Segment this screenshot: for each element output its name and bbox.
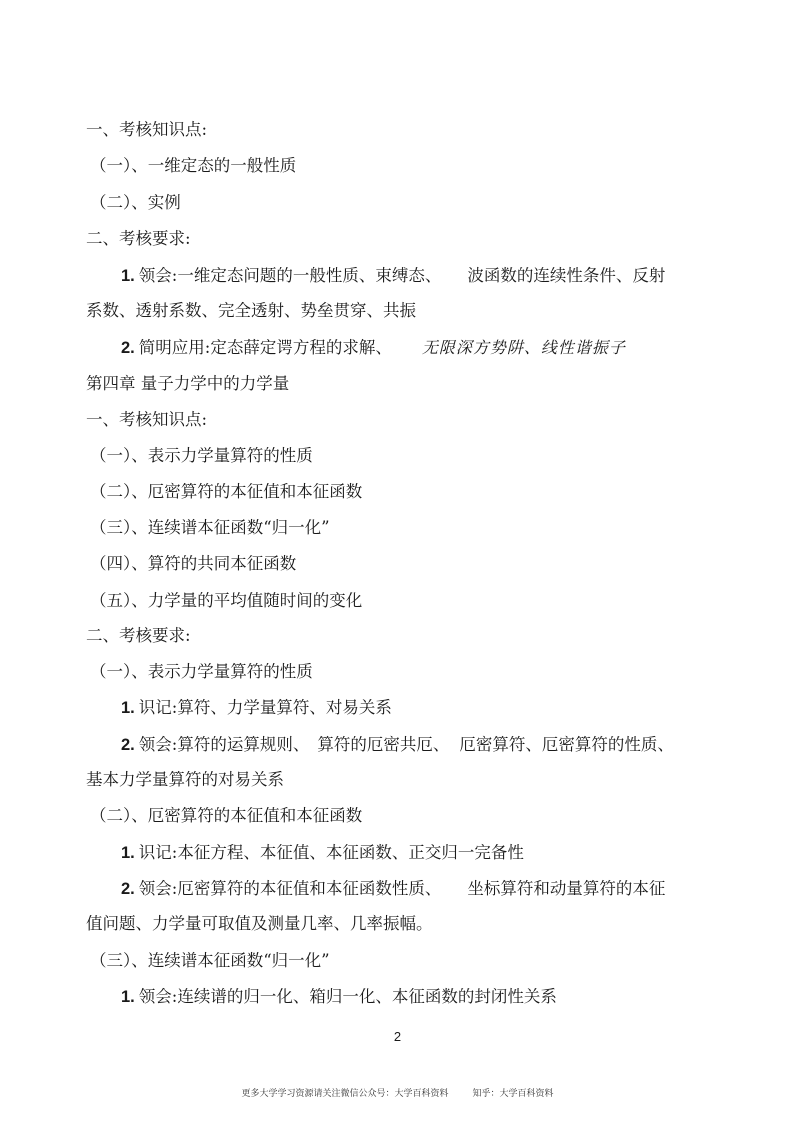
item-number: 1. (121, 267, 135, 285)
requirement-line (121, 841, 524, 865)
list-item: （四）、算符的共同本征函数 (90, 554, 297, 573)
text-segment: 领会:一维定态问题的一般性质、束缚态、 (138, 266, 442, 285)
text-segment: 算符的厄密共厄、 (317, 735, 450, 754)
requirement-line (121, 696, 392, 720)
requirement-line: 系数、透射系数、完全透射、势垒贯穿、共振 (86, 301, 416, 320)
heading-requirements: 二、考核要求: (86, 626, 191, 645)
requirement-line (121, 877, 665, 901)
footer (0, 1086, 795, 1099)
list-item: （三）、连续谱本征函数“归一化” (90, 951, 330, 970)
handwritten-text: 无限深方势阱、线性谐振子 (421, 338, 626, 357)
list-item: （三）、连续谱本征函数“归一化” (90, 518, 330, 537)
footer-right-text: 知乎：大学百科资料 (472, 1089, 554, 1099)
heading-knowledge-points: 一、考核知识点: (86, 120, 208, 139)
requirement-line (121, 336, 626, 360)
item-number: 1. (121, 988, 135, 1006)
list-item: （二）、厄密算符的本征值和本征函数 (90, 482, 363, 501)
text-segment: 领会:算符的运算规则、 (138, 735, 310, 754)
requirement-line (121, 985, 557, 1009)
item-number: 2. (121, 736, 135, 754)
footer-left-text: 更多大学学习资源请关注微信公众号：大学百科资料 (241, 1089, 449, 1099)
list-item: （二）、厄密算符的本征值和本征函数 (90, 806, 363, 825)
requirement-line (121, 264, 665, 288)
requirement-line: 值问题、力学量可取值及测量几率、几率振幅。 (86, 914, 433, 933)
heading-knowledge-points: 一、考核知识点: (86, 410, 208, 429)
list-item: （一）、表示力学量算符的性质 (90, 446, 313, 465)
item-number: 2. (121, 880, 135, 898)
list-item: （一）、一维定态的一般性质 (90, 156, 297, 175)
text-segment: 识记:算符、力学量算符、对易关系 (138, 698, 392, 717)
item-number: 2. (121, 339, 135, 357)
item-number: 1. (121, 699, 135, 717)
heading-requirements: 二、考核要求: (86, 229, 191, 248)
text-segment: 领会:连续谱的归一化、箱归一化、本征函数的封闭性关系 (138, 987, 557, 1006)
text-segment: 厄密算符、厄密算符的性质、 (459, 735, 674, 754)
page-number: 2 (393, 1029, 402, 1044)
text-segment: 波函数的连续性条件、反射 (467, 266, 666, 285)
text-segment: 识记:本征方程、本征值、本征函数、正交归一完备性 (138, 843, 524, 862)
requirement-line: 基本力学量算符的对易关系 (86, 770, 284, 789)
item-number: 1. (121, 844, 135, 862)
requirement-line (121, 733, 674, 757)
text-segment: 领会:厄密算符的本征值和本征函数性质、 (138, 879, 442, 898)
list-item: （二）、实例 (90, 193, 181, 212)
list-item: （一）、表示力学量算符的性质 (90, 662, 313, 681)
text-segment: 坐标算符和动量算符的本征 (467, 879, 666, 898)
list-item: （五）、力学量的平均值随时间的变化 (90, 591, 363, 610)
chapter-title: 第四章 量子力学中的力学量 (86, 374, 290, 393)
text-segment: 简明应用:定态薛定谔方程的求解、 (138, 338, 392, 357)
